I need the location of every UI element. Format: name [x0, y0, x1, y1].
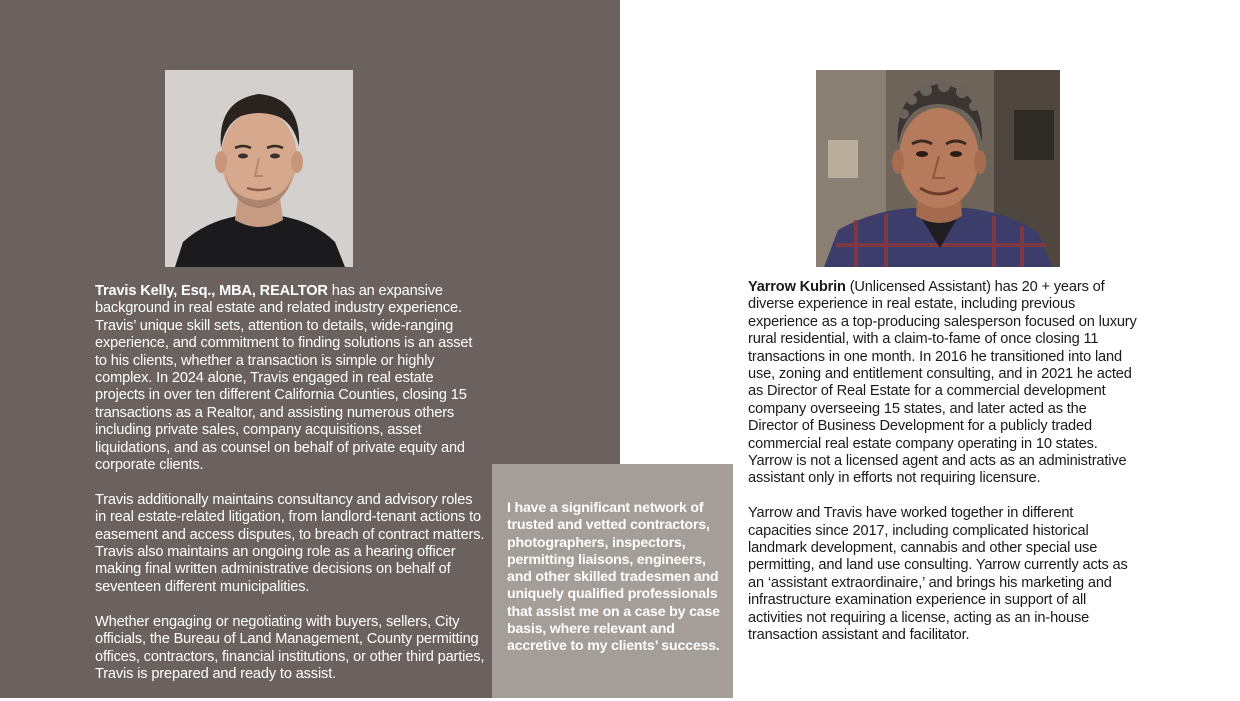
travis-kelly-portrait [165, 70, 353, 267]
travis-kelly-bio [95, 283, 485, 701]
yarrow-kubrin-portrait [816, 70, 1060, 267]
yarrow-bio-intro: (Unlicensed Assistant) has 20 + years of diverse experience in real estate, including previous experience as a top-producing salesperson focused on luxury rural residential, with a claim-to-fame of once closing 11 transactions in one month. In 2016 he transitioned into land use, zoning and entitlement consulting, and in 2021 he acted as Director of Real Estate for a commercial development company overseeing 15 states, and later acted as the Director of Business Development for a publicly traded commercial real estate company operating in 10 states. Yarrow is not a licensed agent and acts as an administrative assistant only in efforts not requiring licensure. [748, 279, 1137, 487]
network-quote-box [492, 464, 733, 698]
travis-bio-paragraph-3: Whether engaging or negotiating with buyers, sellers, City officials, the Bureau of Land Management, County permitting offices, contractors, financial institutions, or other third parties, Travis is prepared and ready to assist. [95, 613, 485, 682]
travis-bio-paragraph-1 [95, 283, 485, 474]
yarrow-name: Yarrow Kubrin [748, 279, 846, 295]
travis-bio-intro: has an expansive background in real estate and related industry experience. Travis’ unique skill sets, attention to details, wide-ranging experience, and commitment to finding solutions is an asset to his clients, whether a transaction is simple or highly complex. In 2024 alone, Travis engaged in real estate projects in over ten different California Counties, closing 15 transactions as a Realtor, and assisting numerous others including private sales, company acquisitions, asset liquidations, and as counsel on behalf of private equity and corporate clients. [95, 283, 473, 474]
yarrow-bio-paragraph-1 [748, 279, 1138, 488]
travis-name: Travis Kelly, Esq., MBA, REALTOR [95, 283, 328, 299]
yarrow-bio-paragraph-2: Yarrow and Travis have worked together in different capacities since 2017, including complicated historical landmark development, cannabis and other special use permitting, and land use consulting. Yarrow currently acts as an ‘assistant extraordinaire,’ and brings his marketing and infrastructure examination experience in support of all activities not requiring a license, acting as an in-house transaction assistant and facilitator. [748, 505, 1128, 644]
yarrow-kubrin-bio [748, 279, 1138, 662]
network-quote-text: I have a significant network of trusted and vetted contractors, photographers, inspectors, permitting liaisons, engineers, and other skilled tradesmen and uniquely qualified professionals that assist me on a case by case basis, where relevant and accretive to my clients’ success. [507, 500, 720, 655]
travis-bio-paragraph-2: Travis additionally maintains consultancy and advisory roles in real estate-related litigation, from landlord-tenant actions to easement and access disputes, to breach of contract matters. Travis also maintains an ongoing role as a hearing officer making final written administrative decisions on behalf of seventeen different municipalities. [95, 491, 485, 595]
